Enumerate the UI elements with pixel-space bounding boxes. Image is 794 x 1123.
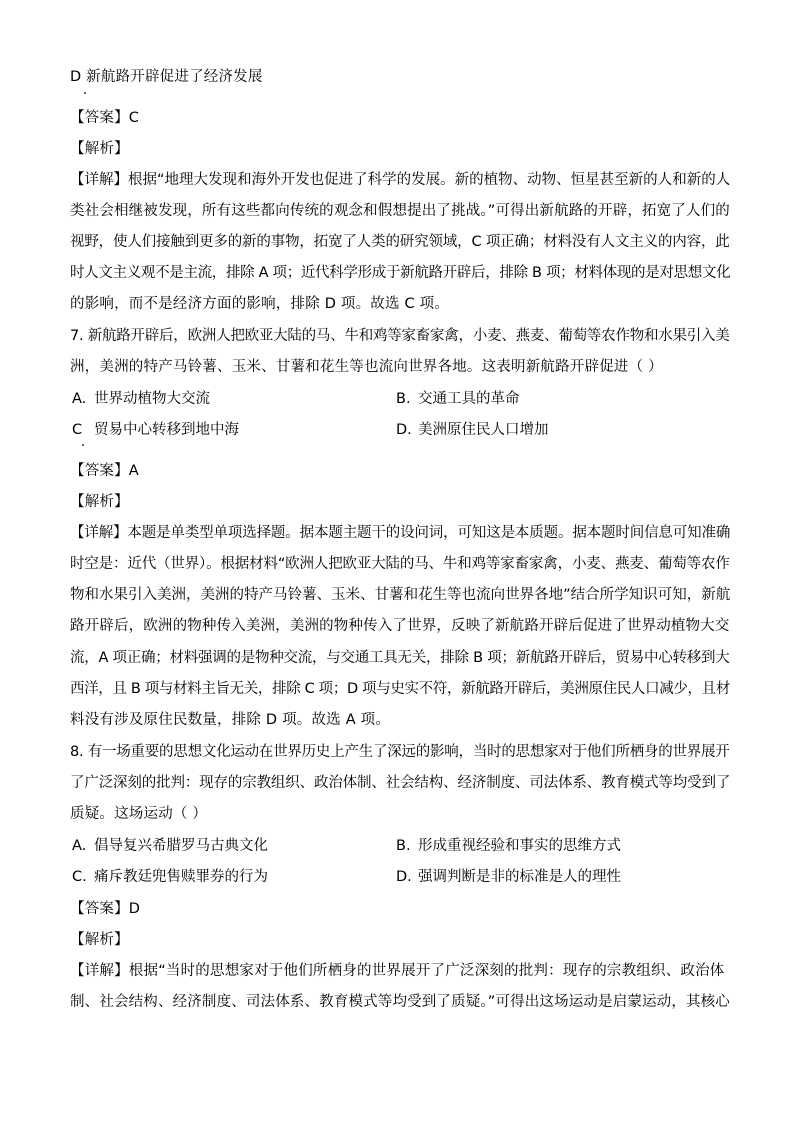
q6-answer: 【答案】C	[70, 110, 140, 126]
scan-dot	[84, 92, 86, 94]
q7-explanation-line: 西洋，且 B 项与材料主旨无关，排除 C 项；D 项与史实不符，新航路开辟后，美洲原住民人口减少，且材	[70, 681, 730, 697]
q6-explanation-line: 时人文主义观不是主流，排除 A 项；近代科学形成于新航路开辟后，排除 B 项；材料体现的是对思想文化	[70, 265, 731, 281]
option-letter: B.	[396, 838, 411, 854]
q7-answer: 【答案】A	[70, 463, 139, 479]
q6-analysis-heading: 【解析】	[70, 141, 129, 157]
option-text: 倡导复兴希腊罗马古典文化	[94, 838, 268, 854]
q6-explanation-line: 类社会相继被发现，所有这些都向传统的观念和假想提出了挑战。”可得出新航路的开辟，拓宽了人们的	[70, 203, 730, 219]
option-text: 世界动植物大交流	[94, 391, 210, 407]
q8-option-d	[396, 867, 621, 887]
q8-stem: 了广泛深刻的批判：现存的宗教组织、政治体制、社会结构、经济制度、司法体系、教育模式等均受到了	[70, 775, 731, 791]
q7-explanation-line: 【详解】本题是单类型单项选择题。据本题主题干的设问词，可知这是本质题。据本题时间信息可知准确	[70, 525, 731, 541]
option-text: 痛斥教廷兜售赎罪券的行为	[94, 869, 268, 885]
q7-option-d	[396, 420, 549, 440]
q6-explanation-line: 视野，使人们接触到更多的新的事物，拓宽了人类的研究领域，C 项正确；材料没有人文主义的内容，此	[70, 234, 730, 250]
option-text: 贸易中心转移到地中海	[94, 422, 239, 438]
option-text: 美洲原住民人口增加	[418, 422, 549, 438]
q8-option-b	[396, 836, 621, 856]
q8-stem: 8. 有一场重要的思想文化运动在世界历史上产生了深远的影响，当时的思想家对于他们所栖身的世界展开	[70, 744, 730, 760]
q6-explanation-line: 【详解】根据“地理大发现和海外开发也促进了科学的发展。新的植物、动物、恒星甚至新的人和新的人	[70, 172, 731, 188]
q8-analysis-heading: 【解析】	[70, 932, 129, 948]
q7-explanation-line: 流，A 项正确；材料强调的是物种交流，与交通工具无关，排除 B 项；新航路开辟后，贸易中心转移到大	[70, 650, 730, 666]
option-letter: B.	[396, 391, 411, 407]
q6-option-d: D 新航路开辟促进了经济发展	[70, 69, 263, 85]
q7-option-c	[72, 420, 239, 440]
option-letter: C	[72, 422, 83, 438]
q8-stem: 质疑。这场运动（ ）	[70, 806, 208, 822]
q7-explanation-line: 时空是：近代（世界）。根据材料“欧洲人把欧亚大陆的马、牛和鸡等家畜家禽，小麦、燕麦、葡萄等农作	[70, 556, 730, 572]
q8-explanation-line: 制、社会结构、经济制度、司法体系、教育模式等均受到了质疑。”可得出这场运动是启蒙运动，其核心	[70, 994, 730, 1010]
q8-explanation-line: 【详解】根据“当时的思想家对于他们所栖身的世界展开了广泛深刻的批判：现存的宗教组织、政治体	[70, 963, 725, 979]
q8-option-c	[72, 867, 268, 887]
option-letter: D.	[396, 869, 412, 885]
q8-answer: 【答案】D	[70, 901, 141, 917]
q7-stem: 7. 新航路开辟后，欧洲人把欧亚大陆的马、牛和鸡等家畜家禽，小麦、燕麦、葡萄等农作物和水果引入美	[70, 328, 730, 344]
q6-explanation-line: 的影响，而不是经济方面的影响，排除 D 项。故选 C 项。	[70, 296, 450, 312]
q7-stem: 洲，美洲的特产马铃薯、玉米、甘薯和花生等也流向世界各地。这表明新航路开辟促进（ ）	[70, 359, 663, 375]
q7-option-b	[396, 389, 520, 409]
q7-option-a	[72, 389, 210, 409]
option-letter: D.	[396, 422, 412, 438]
option-text: 形成重视经验和事实的思维方式	[418, 838, 621, 854]
q8-option-a	[72, 836, 268, 856]
option-letter: A.	[72, 391, 87, 407]
option-text: 强调判断是非的标准是人的理性	[418, 869, 621, 885]
option-letter: C.	[72, 869, 87, 885]
q7-analysis-heading: 【解析】	[70, 494, 129, 510]
q7-explanation-line: 料没有涉及原住民数量，排除 D 项。故选 A 项。	[70, 712, 391, 728]
q7-explanation-line: 物和水果引入美洲，美洲的特产马铃薯、玉米、甘薯和花生等也流向世界各地”结合所学知识可知，新航	[70, 587, 731, 603]
scan-dot	[82, 444, 84, 446]
option-text: 交通工具的革命	[418, 391, 520, 407]
q7-explanation-line: 路开辟后，欧洲的物种传入美洲，美洲的物种传入了世界，反映了新航路开辟后促进了世界动植物大交	[70, 618, 730, 634]
option-letter: A.	[72, 838, 87, 854]
